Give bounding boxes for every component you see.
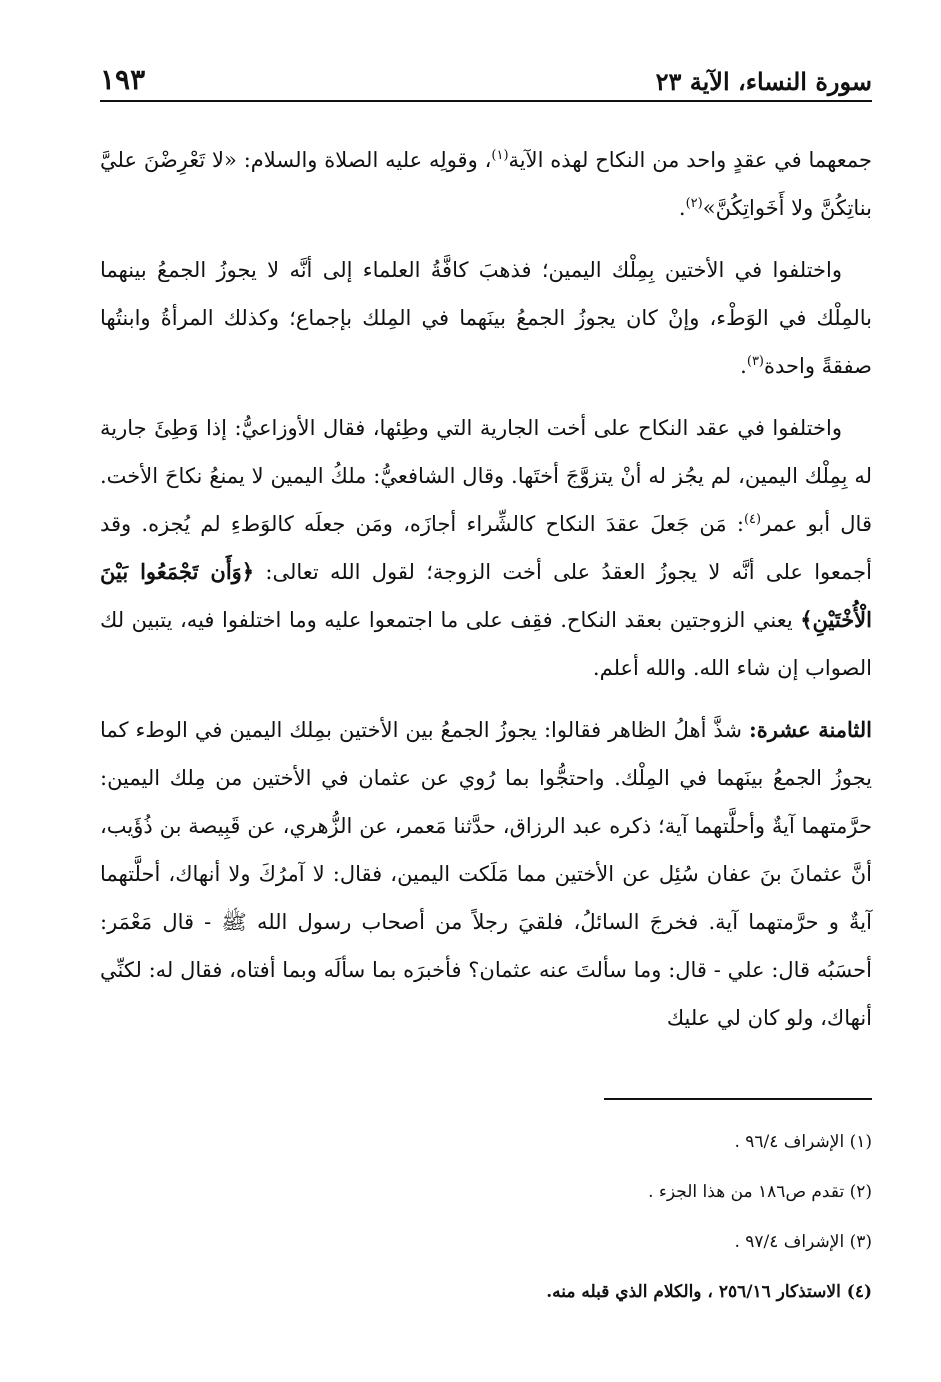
paragraph-1-text-c: . (678, 196, 686, 220)
paragraph-3-text-b: : مَن جَعلَ عقدَ النكاح كالشِّراء أجازَه، ومَن جعلَه كالوَطءِ لم يُجزه. وقد أجمعوا على أنَّه لا يجوزُ العقدُ على أخت الزوجة؛ لقول الله تعالى: (100, 512, 872, 584)
paragraph-1 (100, 136, 872, 232)
paragraph-3 (100, 404, 872, 692)
footnote-divider (604, 1098, 872, 1100)
footnote-1: (١) الإشراف ٩٦/٤ . (734, 1132, 872, 1152)
running-title: سورة النساء، الآية ٢٣ (655, 67, 872, 96)
page-header (100, 56, 872, 96)
paragraph-4 (100, 706, 872, 1042)
paragraph-3-text-a: واختلفوا في عقد النكاح على أخت الجارية التي وطِئها، فقال الأوزاعيُّ: إذا وَطِئَ جارية له بِمِلْك اليمين، لم يجُز له أنْ يتزوَّجَ أختَها. وقال الشافعيُّ: ملكُ اليمين لا يمنعُ نكاحَ الأخت. قال أبو عمر (100, 416, 872, 536)
paragraph-3-text-c: يعني الزوجتين بعقد النكاح. فقِف على ما اجتمعوا عليه وما اختلفوا فيه، يتبين لك الصواب إن شاء الله. والله أعلم. (100, 608, 872, 680)
paragraph-4-text: شذَّ أهلُ الظاهر فقالوا: يجوزُ الجمعُ بين الأختين بمِلك اليمين في الوطء كما يجوزُ الجمعُ بينَهما في المِلْك. واحتجُّوا بما رُوي عن عثمان في الأختين من مِلك اليمين: حرَّمتهما آيةٌ وأحلَّتهما آية؛ ذكره عبد الرزاق، حدَّثنا مَعمر، عن الزُّهري، عن قَبِيصة بن ذُؤَيب، أنَّ عثمانَ بنَ عفان سُئِل عن الأختين مما مَلَكت اليمين، فقال: لا آمرُكَ ولا أنهاك، أحلَّتهما آيةٌ و حرَّمتهما آية. فخرجَ السائلُ، فلقيَ رجلاً من أصحاب رسول الله ﷺ - قال مَعْمَر: أحسَبُه قال: علي - قال: وما سألتَ عنه عثمان؟ فأخبرَه بما سألَه وبما أفتاه، فقال له: لكنِّي أنهاك، ولو كان لي عليك (100, 718, 872, 1030)
footnote-4: (٤) الاستذكار ٢٥٦/١٦ ، والكلام الذي قبله منه. (546, 1282, 872, 1302)
footnote-ref-2[interactable]: (٢) (685, 196, 703, 211)
paragraph-1-text-a: جمعهما في عقدٍ واحد من النكاح لهذه الآية (508, 148, 872, 172)
quran-verse: ﴿وَأَن تَجْمَعُوا بَيْنَ الْأُخْتَيْنِ﴾ (100, 559, 872, 632)
footnotes (100, 1130, 872, 1330)
page-number: ١٩٣ (100, 63, 146, 96)
section-heading: الثامنة عشرة: (748, 717, 873, 742)
footnote-ref-3[interactable]: (٣) (746, 354, 764, 369)
main-text (100, 136, 872, 1056)
footnote-ref-4[interactable]: (٤) (743, 512, 762, 527)
paragraph-1-text-b: ، وقولِه عليه الصلاة والسلام: «لا تَعْرِضْنَ عليَّ بناتِكُنَّ ولا أَخَواتِكُنَّ» (100, 148, 872, 220)
paragraph-2 (100, 246, 872, 390)
footnote-ref-1[interactable]: (١) (491, 148, 509, 163)
footnote-2: (٢) تقدم ص١٨٦ من هذا الجزء . (648, 1182, 872, 1202)
footnote-3: (٣) الإشراف ٩٧/٤ . (734, 1232, 872, 1252)
paragraph-2-text-b: . (740, 354, 747, 378)
paragraph-2-text-a: واختلفوا في الأختين بِمِلْك اليمين؛ فذهبَ كافَّةُ العلماء إلى أنَّه لا يجوزُ الجمعُ بينهما بالمِلْك في الوَطْء، وإنْ كان يجوزُ الجمعُ بينَهما في المِلك بإجماع؛ وكذلك المرأةُ وابنتُها صفقةً واحدة (100, 258, 872, 378)
header-divider (100, 100, 872, 102)
